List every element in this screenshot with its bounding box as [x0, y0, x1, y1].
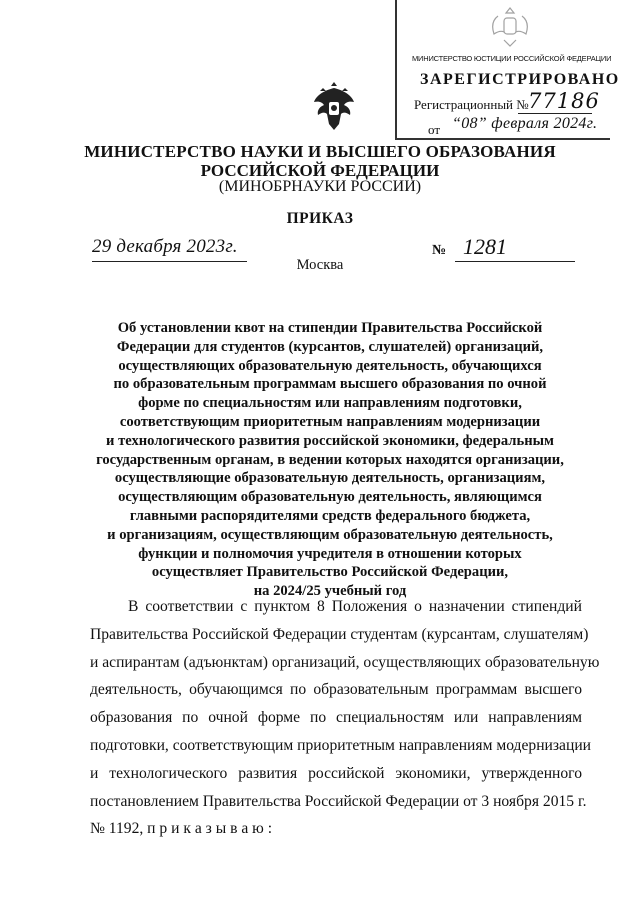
body-line: подготовки, соответствующим приоритетным направлениям модернизации [90, 736, 592, 754]
title-line: соответствующим приоритетным направлениям модернизации [119, 413, 541, 430]
stamp-date-value: “08” февраля 2024г. [452, 115, 598, 132]
title-line: по образовательным программам высшего образования по очной [113, 376, 547, 393]
ministry-name-line1: МИНИСТЕРСТВО НАУКИ И ВЫСШЕГО ОБРАЗОВАНИЯ [84, 142, 556, 161]
title-line: и организациям, осуществляющим образовательную деятельность, [107, 526, 553, 543]
stamp-seal-icon [480, 2, 540, 52]
body-line: Правительства Российской Федерации студентам (курсантам, слушателям) [90, 625, 589, 643]
title-line: осуществляющих образовательную деятельность, обучающихся [118, 357, 542, 374]
stamp-regnum-underline [518, 113, 592, 114]
title-line: осуществляющим образовательную деятельность, являющимся [118, 489, 542, 506]
title-line: и технологического развития российской экономики, федеральным [106, 432, 554, 449]
title-line: на 2024/25 учебный год [253, 583, 407, 600]
order-number-label: № [432, 243, 447, 258]
stamp-regnum-value: 77186 [528, 89, 600, 113]
stamp-regnum-label: Регистрационный № [414, 97, 529, 112]
title-line: главными распорядителями средств федерального бюджета, [129, 507, 531, 524]
body-line: В соответствии с пунктом 8 Положения о назначении стипендий [128, 598, 582, 615]
title-line: Федерации для студентов (курсантов, слушателей) организаций, [116, 338, 544, 355]
body-line: и технологического развития российской экономики, утвержденного [90, 764, 582, 782]
body-line: деятельность, обучающимся по образовательным программам высшего [90, 681, 582, 699]
title-line: Об установлении квот на стипендии Правительства Российской [117, 320, 543, 336]
order-date: 29 декабря 2023г. [92, 236, 238, 257]
title-line: осуществляющие образовательную деятельность, организациям, [114, 470, 546, 487]
title-line: осуществляет Правительство Российской Федерации, [151, 564, 509, 581]
title-line: форме по специальностям или направлениям подготовки, [138, 395, 522, 412]
body-paragraph [90, 593, 600, 843]
stamp-ministry-name: МИНИСТЕРСТВО ЮСТИЦИИ РОССИЙСКОЙ ФЕДЕРАЦИИ [412, 54, 612, 63]
city-name: Москва [296, 257, 344, 273]
body-line: образования по очной форме по специальностям или направлениям [90, 709, 582, 727]
title-line: государственным органам, в ведении которых находятся организации, [96, 451, 564, 468]
ministry-name-line2: РОССИЙСКОЙ ФЕДЕРАЦИИ [200, 161, 440, 180]
body-line: № 1192, п р и к а з ы в а ю : [90, 820, 273, 838]
title-line: функции и полномочия учредителя в отношении которых [138, 545, 522, 562]
order-title: ПРИКАЗ [286, 210, 354, 227]
body-line: и аспирантам (адъюнктам) организаций, осуществляющих образовательную [90, 653, 600, 671]
order-number-value: 1281 [463, 234, 507, 259]
body-line: постановлением Правительства Российской Федерации от 3 ноября 2015 г. [90, 792, 587, 810]
stamp-date-label: от [428, 122, 441, 137]
coat-of-arms-icon [311, 80, 357, 132]
ministry-short-name: (МИНОБРНАУКИ РОССИИ) [218, 178, 422, 195]
stamp-registered-label: ЗАРЕГИСТРИРОВАНО [420, 71, 620, 88]
order-subject-title [60, 319, 600, 601]
